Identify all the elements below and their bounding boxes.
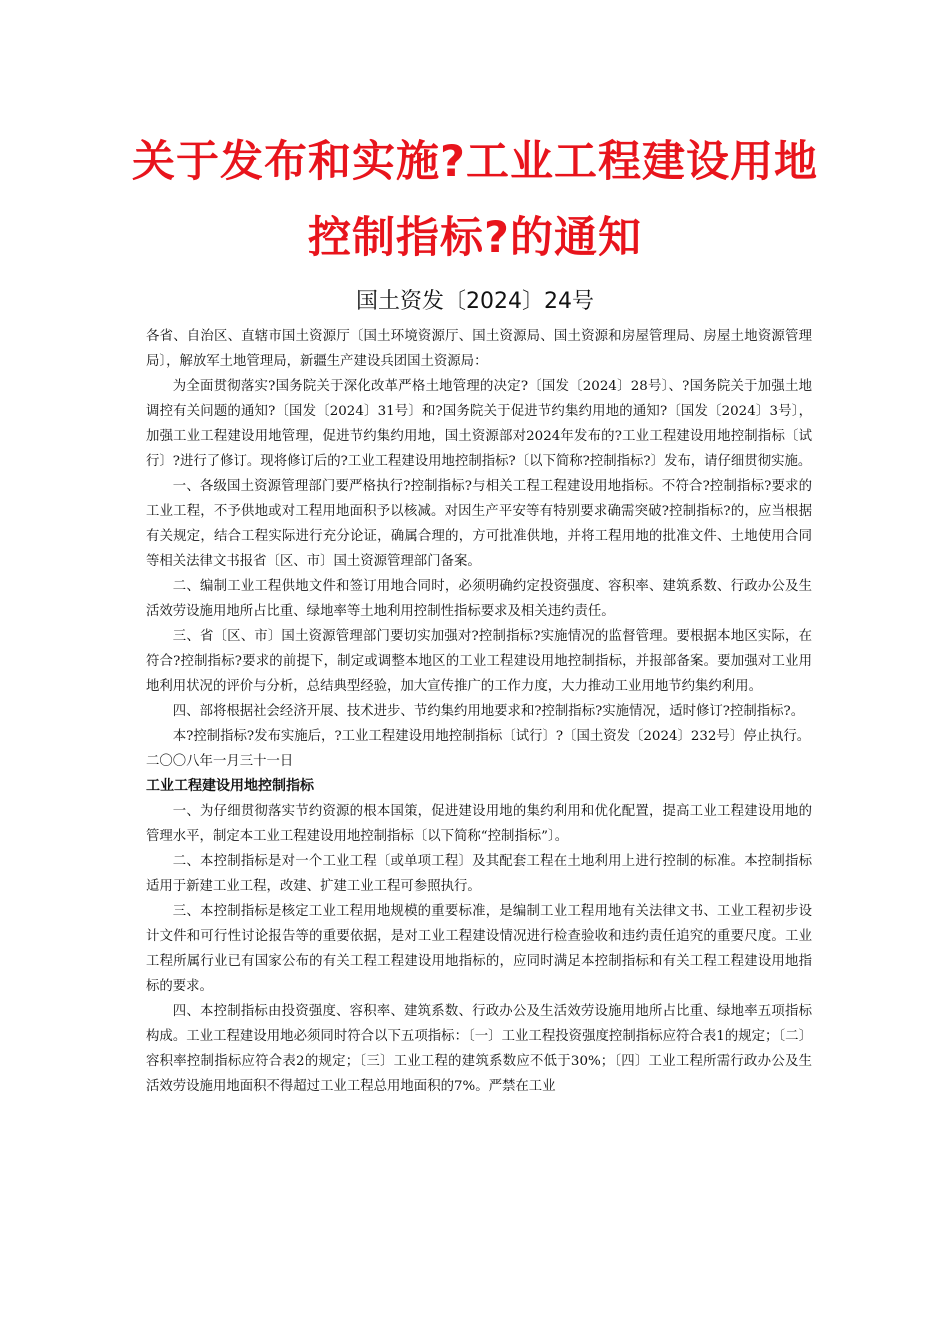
document-body bbox=[146, 324, 812, 1099]
issue-date: 二〇〇八年一月三十一日 bbox=[146, 754, 294, 769]
notice-item-1: 一、各级国土资源管理部门要严格执行?控制指标?与相关工程工程建设用地指标。不符合?控制指标?要求的工业工程，不予供地或对工程用地面积予以核减。对因生产平安等有特别要求确需突破?控制指标?的，应当根据有关规定，结合工程实际进行充分论证，确属合理的，方可批准供地，并将工程用地的批准文件、土地使用合同等相关法律文书报省〔区、市〕国土资源管理部门备案。 bbox=[146, 479, 812, 569]
attachment-paragraph-4: 四、本控制指标由投资强度、容积率、建筑系数、行政办公及生活效劳设施用地所占比重、绿地率五项指标构成。工业工程建设用地必须同时符合以下五项指标：〔一〕工业工程投资强度控制指标应符合表1的规定；〔二〕容积率控制指标应符合表2的规定；〔三〕工业工程的建筑系数应不低于30%；〔四〕工业工程所需行政办公及生活效劳设施用地面积不得超过工业工程总用地面积的7%。严禁在工业 bbox=[146, 1004, 812, 1094]
attachment-paragraph-2: 二、本控制指标是对一个工业工程〔或单项工程〕及其配套工程在土地利用上进行控制的标准。本控制指标适用于新建工业工程，改建、扩建工业工程可参照执行。 bbox=[146, 854, 812, 894]
intro-paragraph: 为全面贯彻落实?国务院关于深化改革严格土地管理的决定?〔国发〔2024〕28号〕、?国务院关于加强土地调控有关问题的通知?〔国发〔2024〕31号〕和?国务院关于促进节约集约用地的通知?〔国发〔2024〕3号〕，加强工业工程建设用地管理，促进节约集约用地，国土资源部对2024年发布的?工业工程建设用地控制指标〔试行〕?进行了修订。现将修订后的?工业工程建设用地控制指标?〔以下简称?控制指标?〕发布，请仔细贯彻实施。 bbox=[146, 379, 812, 469]
notice-item-4: 四、部将根据社会经济开展、技术进步、节约集约用地要求和?控制指标?实施情况，适时修订?控制指标?。 bbox=[172, 704, 805, 719]
attachment-title: 工业工程建设用地控制指标 bbox=[146, 778, 314, 794]
notice-item-3: 三、省〔区、市〕国土资源管理部门要切实加强对?控制指标?实施情况的监督管理。要根据本地区实际，在符合?控制指标?要求的前提下，制定或调整本地区的工业工程建设用地控制指标，并报部备案。要加强对工业用地利用状况的评价与分析，总结典型经验，加大宣传推广的工作力度，大力推动工业用地节约集约利用。 bbox=[146, 629, 812, 694]
notice-title-line-2: 控制指标?的通知 bbox=[308, 213, 642, 263]
document-number: 国土资发〔2024〕24号 bbox=[356, 289, 594, 314]
attachment-paragraph-1: 一、为仔细贯彻落实节约资源的根本国策，促进建设用地的集约利用和优化配置，提高工业工程建设用地的管理水平，制定本工业工程建设用地控制指标〔以下简称“控制指标”〕。 bbox=[146, 804, 812, 844]
closing-paragraph: 本?控制指标?发布实施后，?工业工程建设用地控制指标〔试行〕?〔国土资发〔2024〕232号〕停止执行。 bbox=[172, 729, 811, 744]
notice-item-2: 二、编制工业工程供地文件和签订用地合同时，必须明确约定投资强度、容积率、建筑系数、行政办公及生活效劳设施用地所占比重、绿地率等土地利用控制性指标要求及相关违约责任。 bbox=[146, 579, 812, 619]
notice-title-line-1: 关于发布和实施?工业工程建设用地 bbox=[132, 137, 818, 187]
addressees-paragraph: 各省、自治区、直辖市国土资源厅〔国土环境资源厅、国土资源局、国土资源和房屋管理局、房屋土地资源管理局〕，解放军土地管理局，新疆生产建设兵团国土资源局： bbox=[146, 329, 812, 369]
attachment-paragraph-3: 三、本控制指标是核定工业工程用地规模的重要标准，是编制工业工程用地有关法律文书、工业工程初步设计文件和可行性讨论报告等的重要依据，是对工业工程建设情况进行检查验收和违约责任追究的重要尺度。工业工程所属行业已有国家公布的有关工程工程建设用地指标的，应同时满足本控制指标和有关工程工程建设用地指标的要求。 bbox=[146, 904, 812, 994]
